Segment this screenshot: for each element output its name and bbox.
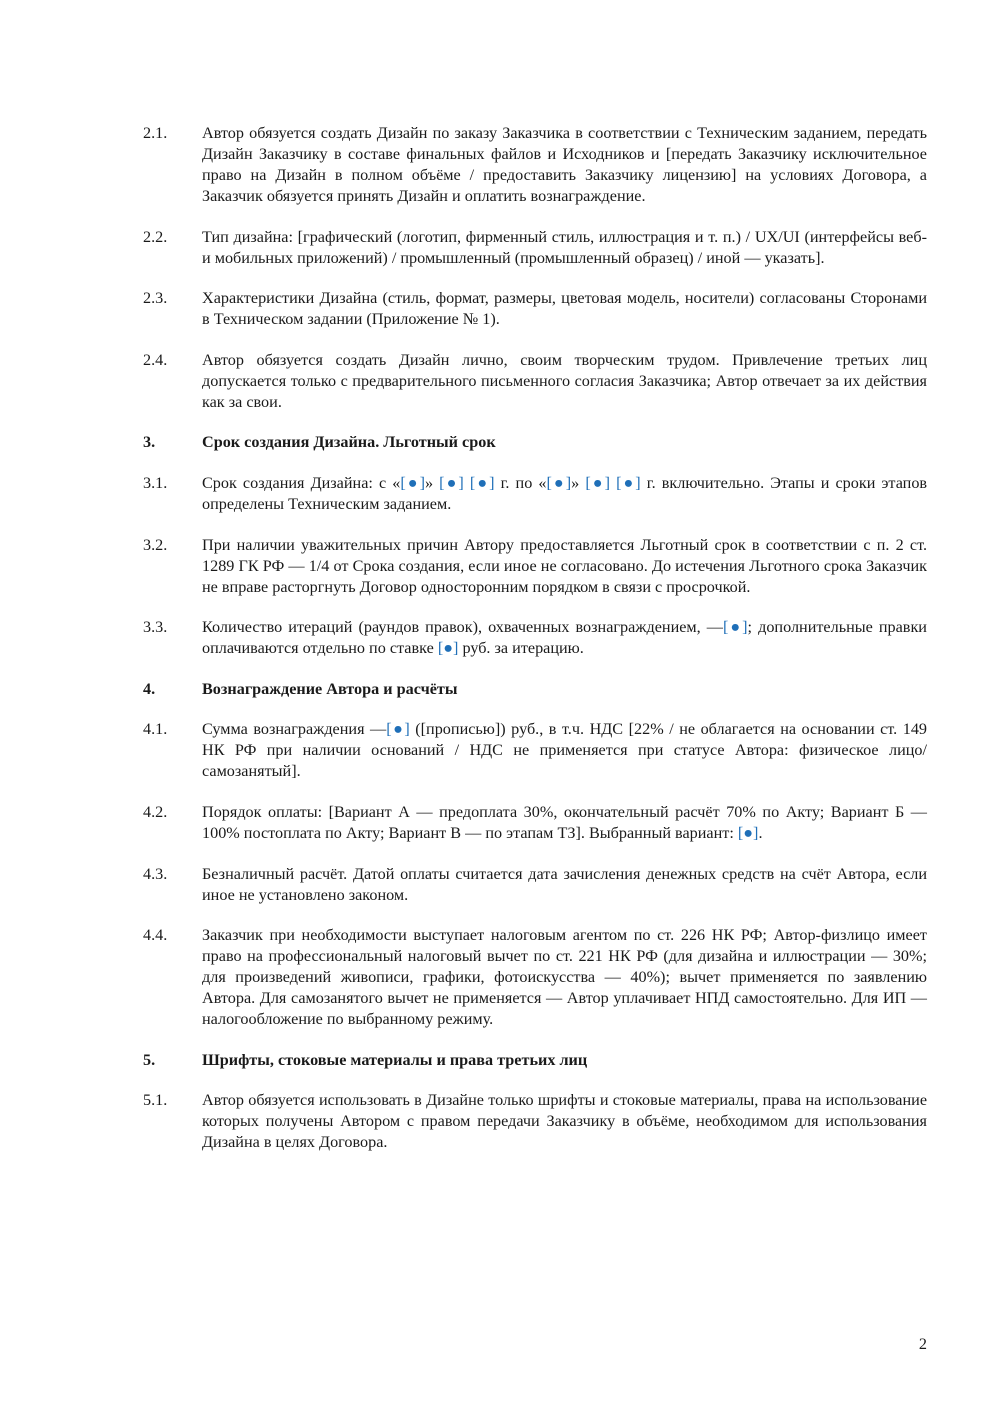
text-segment: ([прописью]) руб., в т.ч. НДС [22% / не облагается на основании ст. 149 НК РФ при наличии оснований / НДС не применяется при статусе Автора: физическое лицо/самозанятый]. bbox=[202, 720, 928, 781]
placeholder-field: [●] bbox=[722, 618, 748, 637]
text-segment: Сумма вознаграждения — bbox=[202, 720, 387, 739]
text-segment: При наличии уважительных причин Автору предоставляется Льготный срок в соответствии с п. 2 ст. 1289 ГК РФ — 1/4 от Срока создания, если иное не согласовано. До истечения Льготного срока Заказчик не вправе расторгнуть Договор односторонним порядком в связи с просрочкой. bbox=[202, 535, 927, 596]
text-segment: Вознаграждение Автора и расчёты bbox=[202, 679, 458, 698]
text-segment: Срок создания Дизайна. Льготный срок bbox=[202, 433, 496, 452]
clause-item bbox=[143, 719, 927, 782]
section-number: 4. bbox=[143, 679, 156, 698]
clause-item bbox=[143, 1090, 927, 1153]
clause-text bbox=[202, 925, 927, 1030]
text-segment: . bbox=[758, 823, 763, 842]
clause-text bbox=[202, 864, 927, 906]
clause-text bbox=[202, 1090, 927, 1153]
placeholder-field: [●] bbox=[386, 720, 410, 739]
section-title bbox=[202, 432, 927, 453]
section-title bbox=[202, 1050, 927, 1071]
section-number: 3. bbox=[143, 433, 156, 452]
text-segment: Срок создания Дизайна: с « bbox=[202, 473, 401, 492]
text-segment: Порядок оплаты: [Вариант А — предоплата 30%, окончательный расчёт 70% по Акту; Вариант Б — 100% постоплата по Акту; Вариант В — по этапам ТЗ]. Выбранный вариант: bbox=[202, 802, 927, 842]
clause-text bbox=[202, 802, 927, 844]
clause-number: 2.3. bbox=[143, 289, 168, 308]
clause-text bbox=[202, 123, 927, 207]
clause-number: 3.3. bbox=[143, 618, 168, 637]
clause-text bbox=[202, 719, 927, 782]
clause-item bbox=[143, 925, 927, 1030]
page-number: 2 bbox=[918, 1335, 927, 1353]
text-segment: Шрифты, стоковые материалы и права третьих лиц bbox=[202, 1050, 588, 1069]
text-segment: ; дополнительные правки оплачиваются отдельно по ставке bbox=[202, 618, 927, 658]
clause-item bbox=[143, 535, 927, 598]
text-segment: » bbox=[571, 473, 586, 492]
text-segment: г. включительно. Этапы и сроки этапов определены Техническим заданием. bbox=[202, 473, 928, 513]
clause-number: 4.4. bbox=[143, 926, 168, 945]
clause-text bbox=[202, 350, 927, 413]
text-segment: Тип дизайна: [графический (логотип, фирменный стиль, иллюстрация и т. п.) / UX/UI (интерфейсы веб- и мобильных приложений) / промышленный (промышленный образец) / иной — указать]. bbox=[202, 227, 927, 267]
placeholder-field: [●] bbox=[469, 473, 495, 492]
clause-item bbox=[143, 227, 927, 269]
text-segment: Характеристики Дизайна (стиль, формат, размеры, цветовая модель, носители) согласованы Сторонами в Техническом задании (Приложение № 1). bbox=[202, 289, 927, 329]
clause-number: 5.1. bbox=[143, 1091, 168, 1110]
clause-text bbox=[202, 288, 927, 330]
placeholder-field: [●] bbox=[546, 473, 572, 492]
clause-text bbox=[202, 617, 927, 659]
placeholder-field: [●] bbox=[585, 473, 610, 492]
clause-item bbox=[143, 802, 927, 844]
clause-number: 4.3. bbox=[143, 864, 168, 883]
text-segment: Заказчик при необходимости выступает налоговым агентом по ст. 226 НК РФ; Автор-физлицо имеет право на профессиональный налоговый вычет по ст. 221 НК РФ (для дизайна и иллюстрации — 30%; для произведений живописи, графики, фотоискусства — 40%); вычет применяется по заявлению Автора. Для самозанятого вычет не применяется — Автор уплачивает НПД самостоятельно. Для ИП — налогообложение по выбранному режиму. bbox=[202, 926, 927, 1029]
text-segment: г. по « bbox=[494, 473, 547, 492]
clause-number: 2.2. bbox=[143, 227, 168, 246]
placeholder-field: [●] bbox=[737, 823, 759, 842]
clause-text bbox=[202, 535, 927, 598]
text-segment: Автор обязуется использовать в Дизайне только шрифты и стоковые материалы, права на использование которых получены Автором с правом передачи Заказчику в объёме, необходимом для использования Дизайна в целях Договора. bbox=[202, 1091, 927, 1152]
placeholder-field: [●] bbox=[400, 473, 425, 492]
document-body bbox=[143, 123, 927, 1173]
clause-item bbox=[143, 617, 927, 659]
text-segment: » bbox=[424, 473, 440, 492]
clause-number: 4.1. bbox=[143, 720, 168, 739]
section-heading bbox=[143, 679, 927, 700]
section-heading bbox=[143, 432, 927, 453]
clause-number: 2.1. bbox=[143, 124, 168, 142]
clause-number: 3.2. bbox=[143, 535, 168, 554]
placeholder-field: [●] bbox=[616, 473, 641, 492]
clause-number: 3.1. bbox=[143, 473, 168, 492]
section-number: 5. bbox=[143, 1050, 156, 1069]
text-segment: Безналичный расчёт. Датой оплаты считается дата зачисления денежных средств на счёт Автора, если иное не установлено законом. bbox=[202, 864, 927, 904]
placeholder-field: [●] bbox=[437, 639, 459, 658]
section-heading bbox=[143, 1050, 927, 1071]
text-segment: руб. за итерацию. bbox=[458, 639, 584, 658]
clause-number: 2.4. bbox=[143, 350, 168, 369]
text-segment: Количество итераций (раундов правок), охваченных вознаграждением, — bbox=[202, 618, 723, 637]
clause-number: 4.2. bbox=[143, 802, 168, 821]
clause-item bbox=[143, 350, 927, 413]
clause-text bbox=[202, 473, 927, 515]
clause-item bbox=[143, 864, 927, 906]
placeholder-field: [●] bbox=[439, 473, 464, 492]
clause-item bbox=[143, 473, 927, 515]
section-title bbox=[202, 679, 927, 700]
text-segment: Автор обязуется создать Дизайн по заказу Заказчика в соответствии с Техническим заданием, передать Дизайн Заказчику в составе финальных файлов и Исходников и [передать Заказчику исключительное право на Дизайн в полном объёме / предоставить Заказчику лицензию] на условиях Договора, а Заказчик обязуется принять Дизайн и оплатить вознаграждение. bbox=[202, 124, 927, 205]
clause-item bbox=[143, 288, 927, 330]
clause-text bbox=[202, 227, 927, 269]
clause-item bbox=[143, 123, 927, 207]
text-segment: Автор обязуется создать Дизайн лично, своим творческим трудом. Привлечение третьих лиц допускается только с предварительного письменного согласия Заказчика; Автор отвечает за их действия как за свои. bbox=[202, 350, 927, 411]
